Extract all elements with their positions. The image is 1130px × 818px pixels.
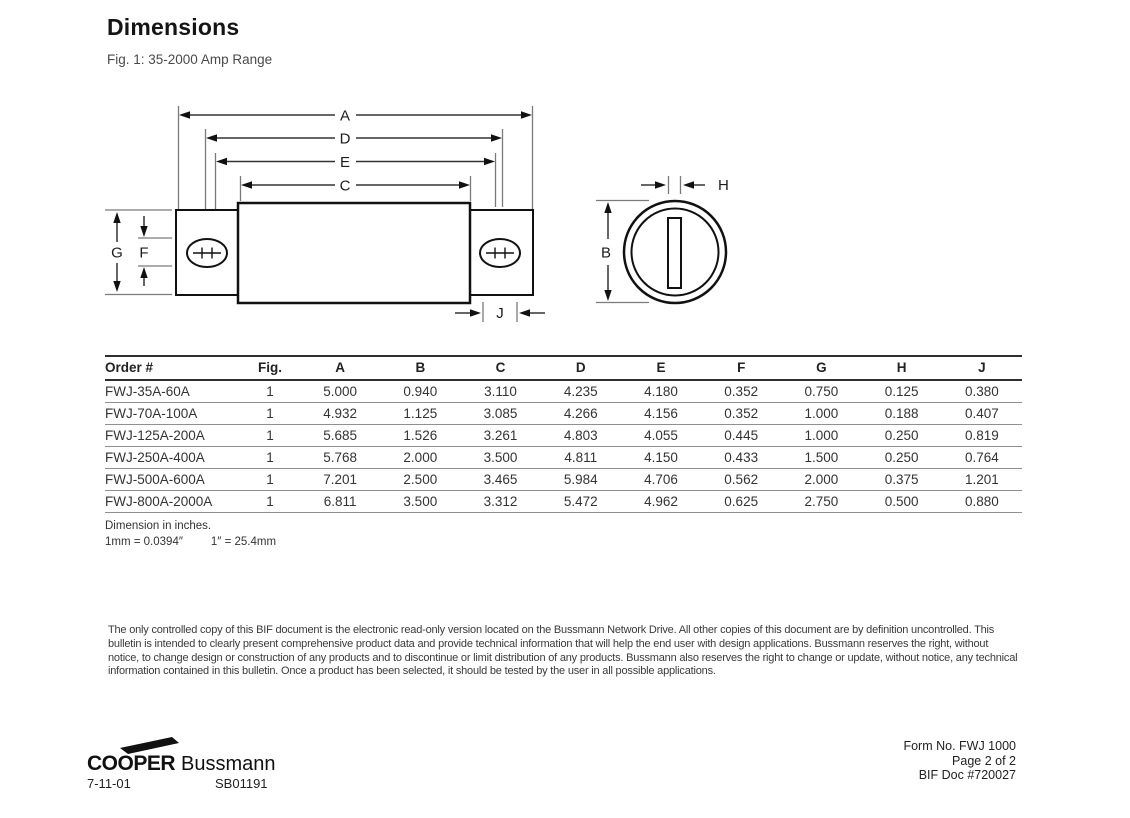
table-cell: 4.150 [621, 447, 701, 469]
units-note-line1: Dimension in inches. [105, 520, 212, 532]
column-header: G [781, 356, 861, 380]
table-cell: 4.180 [621, 380, 701, 403]
table-cell: 1.500 [781, 447, 861, 469]
table-cell: FWJ-70A-100A [105, 403, 240, 425]
page-title: Dimensions [107, 14, 240, 40]
table-cell: 5.685 [300, 425, 380, 447]
units-note [105, 518, 276, 550]
fuse-body [238, 203, 470, 303]
table-cell: 3.312 [460, 491, 540, 513]
disclaimer-text: The only controlled copy of this BIF document is the electronic read-only version located on the Bussmann Network Drive. All other copies of this document are by definition uncontrolled. This bulletin is intended to clearly present comprehensive product data and provide technical information that will help the end user with design applications. Bussmann reserves the right, without notice, to change design or construction of any products and to discontinue or limit distribution of any products. Bussmann also reserves the right to change or update, without notice, any technical information contained in this bulletin. Once a product has been selected, it should be tested by the user in all possible applications. [108, 624, 1018, 678]
table-cell: 2.750 [781, 491, 861, 513]
table-cell: 3.500 [460, 447, 540, 469]
table-cell: 0.188 [862, 403, 942, 425]
end-view-slot [668, 218, 681, 288]
dim-label-d: D [339, 130, 351, 148]
mm-conversion: 1mm = 0.0394″ [105, 536, 183, 548]
table-cell: 0.380 [942, 380, 1022, 403]
footer-left [87, 737, 417, 797]
table-cell: 3.085 [460, 403, 540, 425]
form-number: Form No. FWJ 1000 [903, 739, 1016, 753]
table-cell: 7.201 [300, 469, 380, 491]
table-cell: 0.445 [701, 425, 781, 447]
table-cell: FWJ-250A-400A [105, 447, 240, 469]
table-row [105, 380, 1022, 403]
logo-bussmann-text: Bussmann [181, 753, 276, 775]
table-cell: 3.261 [460, 425, 540, 447]
table-cell: 1 [240, 469, 300, 491]
table-cell: 0.250 [862, 447, 942, 469]
table-row [105, 491, 1022, 513]
column-header: H [862, 356, 942, 380]
table-cell: 0.500 [862, 491, 942, 513]
table-cell: 0.750 [781, 380, 861, 403]
fuse-dimension-drawing [90, 95, 750, 355]
table-cell: 4.811 [541, 447, 621, 469]
column-header: Fig. [240, 356, 300, 380]
table-cell: 0.880 [942, 491, 1022, 513]
dim-label-f: F [139, 244, 149, 262]
dimensions-table [105, 355, 1022, 513]
footer-right [903, 739, 1016, 783]
table-cell: 4.803 [541, 425, 621, 447]
table-cell: 0.352 [701, 380, 781, 403]
table-cell: 0.433 [701, 447, 781, 469]
table-cell: 2.000 [781, 469, 861, 491]
table-cell: 3.500 [380, 491, 460, 513]
table-cell: 5.000 [300, 380, 380, 403]
table-cell: FWJ-125A-200A [105, 425, 240, 447]
column-header: C [460, 356, 540, 380]
fuse-dimension-diagram [90, 95, 750, 355]
inch-conversion: 1″ = 25.4mm [210, 536, 277, 548]
dimensions-table-body [105, 380, 1022, 513]
table-cell: 1.526 [380, 425, 460, 447]
table-cell: 1 [240, 425, 300, 447]
table-cell: 5.768 [300, 447, 380, 469]
dim-label-c: C [339, 177, 351, 195]
dim-label-b: B [600, 244, 612, 262]
table-cell: 4.055 [621, 425, 701, 447]
page-number: Page 2 of 2 [952, 753, 1016, 768]
table-cell: 4.156 [621, 403, 701, 425]
column-header: Order # [105, 356, 240, 380]
table-cell: 2.000 [380, 447, 460, 469]
table-cell: 1 [240, 380, 300, 403]
table-cell: 0.764 [942, 447, 1022, 469]
column-header: J [942, 356, 1022, 380]
dim-label-e: E [339, 154, 351, 171]
table-cell: 0.125 [862, 380, 942, 403]
column-header: D [541, 356, 621, 380]
table-row [105, 403, 1022, 425]
table-cell: 0.625 [701, 491, 781, 513]
table-cell: 1.125 [380, 403, 460, 425]
table-cell: 1 [240, 491, 300, 513]
table-cell: 3.110 [460, 380, 540, 403]
table-cell: 0.940 [380, 380, 460, 403]
table-cell: 0.562 [701, 469, 781, 491]
table-row [105, 447, 1022, 469]
table-cell: 0.250 [862, 425, 942, 447]
table-cell: 0.819 [942, 425, 1022, 447]
table-cell: 4.706 [621, 469, 701, 491]
figure-caption: Fig. 1: 35-2000 Amp Range [107, 52, 273, 67]
table-cell: 0.375 [862, 469, 942, 491]
column-header: A [300, 356, 380, 380]
table-cell: 2.500 [380, 469, 460, 491]
table-cell: 1.201 [942, 469, 1022, 491]
footer-doc-code: SB01191 [215, 776, 268, 791]
fuse-end-view [624, 201, 726, 303]
dimensions-table-header [105, 356, 1022, 380]
table-cell: FWJ-800A-2000A [105, 491, 240, 513]
table-row [105, 425, 1022, 447]
logo-cooper-text: COOPER [87, 752, 176, 775]
bif-doc-number: BIF Doc #720027 [918, 768, 1016, 782]
table-cell: FWJ-35A-60A [105, 380, 240, 403]
cooper-bussmann-logo [87, 752, 276, 776]
table-cell: 4.235 [541, 380, 621, 403]
table-cell: FWJ-500A-600A [105, 469, 240, 491]
column-header: F [701, 356, 781, 380]
footer-date: 7-11-01 [87, 776, 131, 791]
dim-label-h: H [718, 177, 729, 194]
table-cell: 0.407 [942, 403, 1022, 425]
column-header: E [621, 356, 701, 380]
table-cell: 4.932 [300, 403, 380, 425]
table-cell: 0.352 [701, 403, 781, 425]
table-cell: 5.984 [541, 469, 621, 491]
table-cell: 4.962 [621, 491, 701, 513]
table-cell: 4.266 [541, 403, 621, 425]
dim-label-j: J [496, 305, 504, 322]
table-cell: 1 [240, 403, 300, 425]
table-cell: 6.811 [300, 491, 380, 513]
table-cell: 5.472 [541, 491, 621, 513]
column-header: B [380, 356, 460, 380]
table-cell: 3.465 [460, 469, 540, 491]
table-row [105, 469, 1022, 491]
dim-label-a: A [339, 107, 351, 125]
table-cell: 1.000 [781, 403, 861, 425]
table-cell: 1 [240, 447, 300, 469]
table-cell: 1.000 [781, 425, 861, 447]
dim-label-g: G [111, 244, 123, 262]
units-note-line2 [105, 534, 276, 550]
